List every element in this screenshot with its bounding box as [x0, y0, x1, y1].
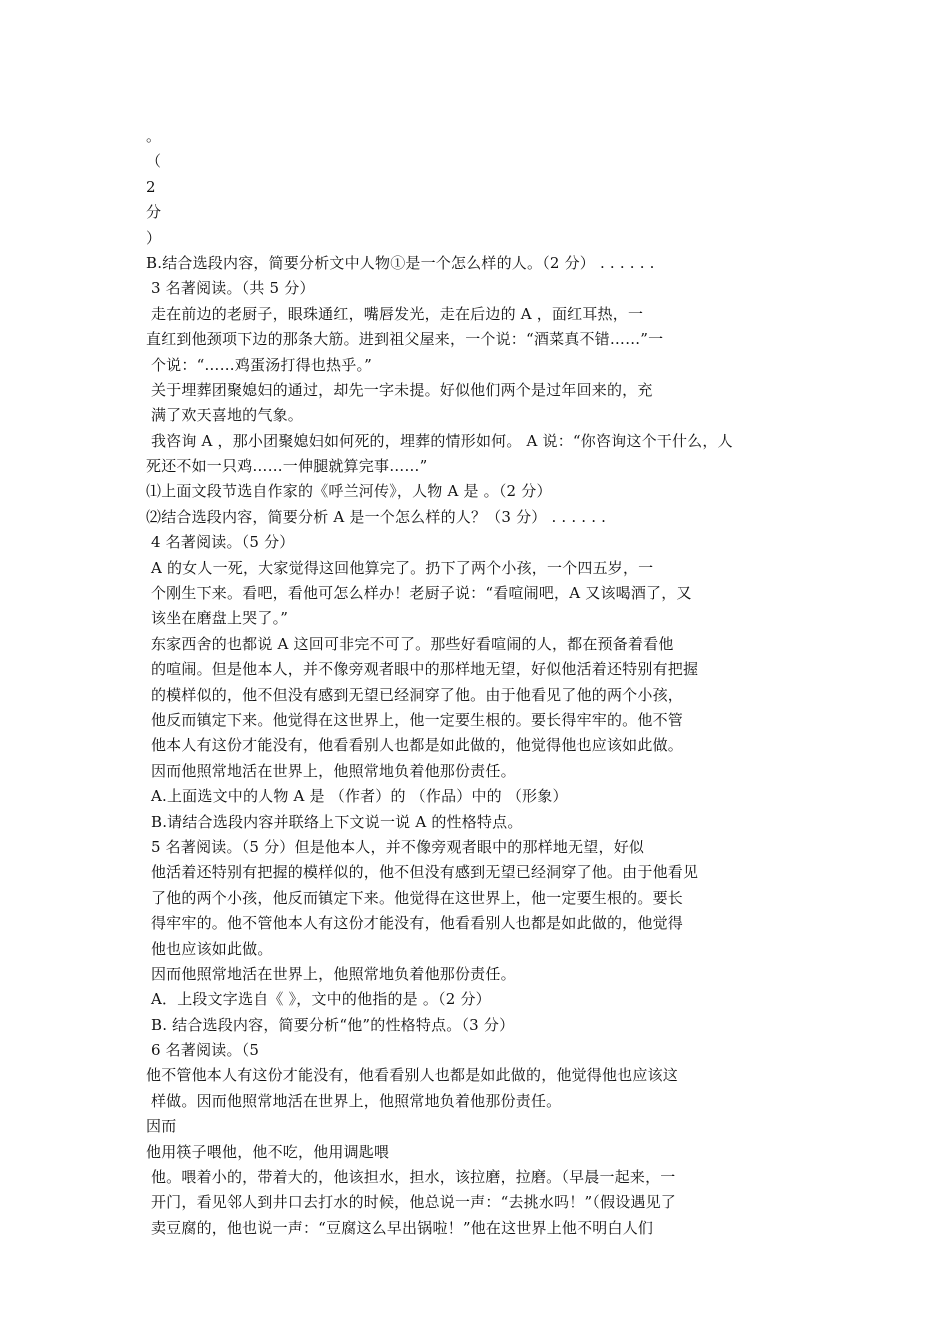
question-line: ⑵结合选段内容，简要分析 A 是一个怎么样的人？（3 分） . . . . . . — [146, 507, 607, 526]
text-line: 他也应该如此做。 — [146, 939, 273, 958]
text-line: 的喧闹。但是他本人，并不像旁观者眼中的那样地无望，好似他活着还特别有把握 — [146, 660, 699, 679]
text-line: 卖豆腐的，他也说一声：“豆腐这么早出锅啦！”他在这世界上他不明白人们 — [146, 1218, 654, 1237]
section-heading-5: 5 名著阅读。（5 分）但是他本人，并不像旁观者眼中的那样地无望，好似 — [146, 837, 645, 856]
text-line: 他。喂着小的，带着大的，他该担水，担水，该拉磨，拉磨。（早晨一起来，一 — [146, 1168, 676, 1187]
text-line: （ — [146, 152, 162, 171]
text-line: 的模样似的，他不但没有感到无望已经洞穿了他。由于他看见了他的两个小孩， — [146, 685, 683, 704]
document-text — [146, 124, 846, 1241]
question-line: ⑴上面文段节选自作家的《呼兰河传》，人物 A 是 。（2 分） — [146, 482, 552, 501]
text-line: 个刚生下来。看吧，看他可怎么样办！老厨子说：“看喧闹吧，A 又该喝酒了，又 — [146, 584, 692, 603]
text-line: 他用筷子喂他，他不吃，他用调匙喂 — [146, 1142, 390, 1161]
text-line: 东家西舍的也都说 A 这回可非完不可了。那些好看喧闹的人，都在预备着看他 — [146, 634, 674, 653]
section-heading-6: 6 名著阅读。（5 — [146, 1041, 260, 1060]
text-line: 得牢牢的。他不管他本人有这份才能没有，他看看别人也都是如此做的，他觉得 — [146, 914, 683, 933]
text-line: 了他的两个小孩，他反而镇定下来。他觉得在这世界上，他一定要生根的。要长 — [146, 888, 683, 907]
text-line: 个说：“……鸡蛋汤打得也热乎。” — [146, 355, 373, 374]
text-line: 因而他照常地活在世界上，他照常地负着他那份责任。 — [146, 964, 516, 983]
question-line: B.请结合选段内容并联络上下文说一说 A 的性格特点。 — [146, 812, 523, 831]
text-line: A 的女人一死，大家觉得这回他算完了。扔下了两个小孩，一个四五岁，一 — [146, 558, 654, 577]
question-line: A.上面选文中的人物 A 是 （作者）的 （作品）中的 （形象） — [146, 787, 568, 806]
text-line: 。 — [146, 127, 162, 145]
question-b-line: B.结合选段内容，简要分析文中人物①是一个怎么样的人。（2 分） . . . . . . — [146, 253, 655, 272]
text-line: 我咨询 A ，那小团聚媳妇如何死的，埋葬的情形如何。 A 说：“你咨询这个干什么，人 — [146, 431, 733, 450]
text-line: 分 — [146, 203, 162, 222]
section-heading-3: 3 名著阅读。（共 5 分） — [146, 279, 315, 298]
question-line: B. 结合选段内容，简要分析“他”的性格特点。（3 分） — [146, 1015, 515, 1034]
text-line: 满了欢天喜地的气象。 — [146, 406, 303, 425]
question-line: A．上段文字选自《 》，文中的他指的是 。（2 分） — [146, 990, 491, 1009]
text-line: 该坐在磨盘上哭了。” — [146, 609, 289, 628]
text-line: 他反而镇定下来。他觉得在这世界上，他一定要生根的。要长得牢牢的。他不管 — [146, 710, 683, 729]
text-line: ） — [146, 228, 162, 247]
text-line: 样做。因而他照常地活在世界上，他照常地负着他那份责任。 — [146, 1091, 562, 1110]
text-line: 他本人有这份才能没有，他看看别人也都是如此做的，他觉得他也应该如此做。 — [146, 736, 683, 755]
text-line: 因而 — [146, 1117, 177, 1136]
text-line: 死还不如一只鸡……一伸腿就算完事……” — [146, 457, 428, 476]
text-line: 他活着还特别有把握的模样似的，他不但没有感到无望已经洞穿了他。由于他看见 — [146, 863, 699, 882]
text-line: 走在前边的老厨子，眼珠通红，嘴唇发光，走在后边的 A ，面红耳热，一 — [146, 304, 644, 323]
text-line: 开门，看见邻人到井口去打水的时候，他总说一声：“去挑水吗！”（假设遇见了 — [146, 1193, 677, 1212]
text-line: 关于埋葬团聚媳妇的通过，却先一字未提。好似他们两个是过年回来的，充 — [146, 380, 653, 399]
text-line: 2 — [146, 177, 156, 196]
text-line: 他不管他本人有这份才能没有，他看看别人也都是如此做的，他觉得他也应该这 — [146, 1066, 679, 1085]
section-heading-4: 4 名著阅读。（5 分） — [146, 533, 295, 552]
text-line: 直红到他颈项下边的那条大筋。进到祖父屋来，一个说：“酒菜真不错……”一 — [146, 330, 664, 349]
text-line: 因而他照常地活在世界上，他照常地负着他那份责任。 — [146, 761, 516, 780]
